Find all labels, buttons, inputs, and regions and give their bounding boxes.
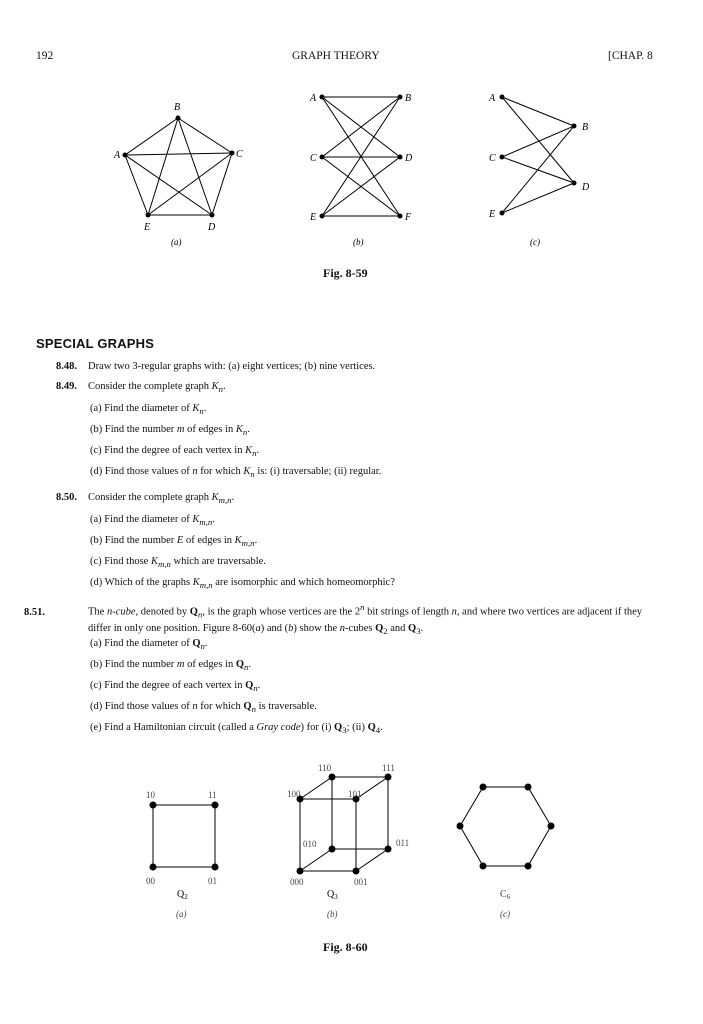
label-11: 11 — [208, 790, 217, 800]
problem-8-51: 8.51. The n-cube, denoted by $Q_n$, is the graph whose vertices are the 2$^n$ bit strings of length n, and where two vertices are adjacent if they differ in only one position. Figure 8-60(a) and (b) show the n-cubes $Q_2$ and $Q_3$. — [24, 602, 643, 636]
vertex-C — [230, 151, 235, 156]
label-F: F — [405, 212, 412, 223]
problem-8-50-b: (b) Find the number E of edges in $K_{m,n}$. — [90, 535, 258, 549]
vertex-E — [146, 213, 151, 218]
sublabel-a: (a) — [171, 237, 182, 247]
label-10: 10 — [146, 790, 155, 800]
problem-8-50-c: (c) Find those $K_{m,n}$ which are traversable. — [90, 556, 266, 570]
vertex-B — [176, 116, 181, 121]
fig59-graph-c — [502, 97, 574, 213]
svg-text:Q2: $Q_2$ — [177, 889, 188, 901]
problem-8-51-d: (d) Find those values of n for which $Q_n$ is traversable. — [90, 701, 317, 715]
label-C: C — [489, 153, 496, 164]
problem-8-49: 8.49. Consider the complete graph $K_n$. — [56, 381, 226, 395]
label-C: C — [236, 149, 243, 160]
fig60-graph-b — [300, 777, 388, 871]
sublabel-a: (a) — [176, 909, 187, 919]
problem-8-50: 8.50. Consider the complete graph $K_{m,n}$. — [56, 492, 235, 506]
problem-8-51-c: (c) Find the degree of each vertex in $Q_n$. — [90, 680, 261, 694]
fig60-graph-a — [153, 805, 215, 867]
sublabel-c: (c) — [500, 909, 510, 919]
fig59-graph-b — [322, 97, 400, 216]
problem-8-49-a: (a) Find the diameter of $K_n$. — [90, 403, 207, 417]
svg-text:Q3: $Q_3$ — [327, 889, 338, 901]
label-101: 101 — [348, 789, 362, 799]
problem-8-51-b: (b) Find the number m of edges in $Q_n$. — [90, 659, 251, 673]
label-A: A — [114, 150, 121, 161]
page-number: 192 — [36, 50, 54, 62]
label-00: 00 — [146, 876, 155, 886]
problem-8-51-e: (e) Find a Hamiltonian circuit (called a Gray code) for (i) $Q_3$; (ii) $Q_4$. — [90, 722, 383, 736]
figure-caption-8-59: Fig. 8-59 — [323, 266, 368, 280]
problem-8-51-a: (a) Find the diameter of $Q_n$. — [90, 638, 208, 652]
label-E: E — [144, 222, 151, 233]
figure-caption-8-60: Fig. 8-60 — [323, 940, 368, 954]
problem-8-49-c: (c) Find the degree of each vertex in $K_n$. — [90, 445, 260, 459]
svg-text:C6: $C_6$ — [500, 889, 511, 901]
label-B: B — [174, 102, 181, 113]
vertex-D — [210, 213, 215, 218]
label-110: 110 — [318, 763, 332, 773]
label-B: B — [405, 93, 412, 104]
problem-8-50-d: (d) Which of the graphs $K_{m,n}$ are isomorphic and which homeomorphic? — [90, 577, 395, 591]
chapter-label: [CHAP. 8 — [608, 50, 653, 62]
label-111: 111 — [382, 763, 395, 773]
label-B: B — [582, 122, 589, 133]
problem-8-48: 8.48. Draw two 3-regular graphs with: (a) eight vertices; (b) nine vertices. — [56, 361, 376, 372]
problem-8-49-b: (b) Find the number m of edges in $K_n$. — [90, 424, 250, 438]
label-010: 010 — [303, 839, 317, 849]
label-001: 001 — [354, 877, 368, 887]
running-title: GRAPH THEORY — [292, 50, 380, 62]
sublabel-b: (b) — [327, 909, 338, 919]
label-000: 000 — [290, 877, 304, 887]
label-C: C — [310, 153, 317, 164]
label-D: D — [208, 222, 216, 233]
label-E: E — [489, 209, 496, 220]
label-D: D — [405, 153, 413, 164]
label-E: E — [310, 212, 317, 223]
label-A: A — [310, 93, 317, 104]
problem-8-49-d: (d) Find those values of n for which $K_n$ is: (i) traversable; (ii) regular. — [90, 466, 382, 480]
figure-8-60 — [0, 755, 703, 935]
label-D: D — [582, 182, 590, 193]
label-A: A — [489, 93, 496, 104]
label-100: 100 — [287, 789, 301, 799]
sublabel-b: (b) — [353, 237, 364, 247]
sublabel-c: (c) — [530, 237, 540, 247]
fig60-graph-c — [460, 787, 551, 866]
figure-8-59 — [0, 0, 703, 290]
fig59-graph-a — [125, 118, 232, 215]
label-011: 011 — [396, 838, 410, 848]
section-title: SPECIAL GRAPHS — [36, 336, 155, 351]
problem-8-50-a: (a) Find the diameter of $K_{m,n}$. — [90, 514, 215, 528]
label-01: 01 — [208, 876, 217, 886]
vertex-A — [123, 153, 128, 158]
